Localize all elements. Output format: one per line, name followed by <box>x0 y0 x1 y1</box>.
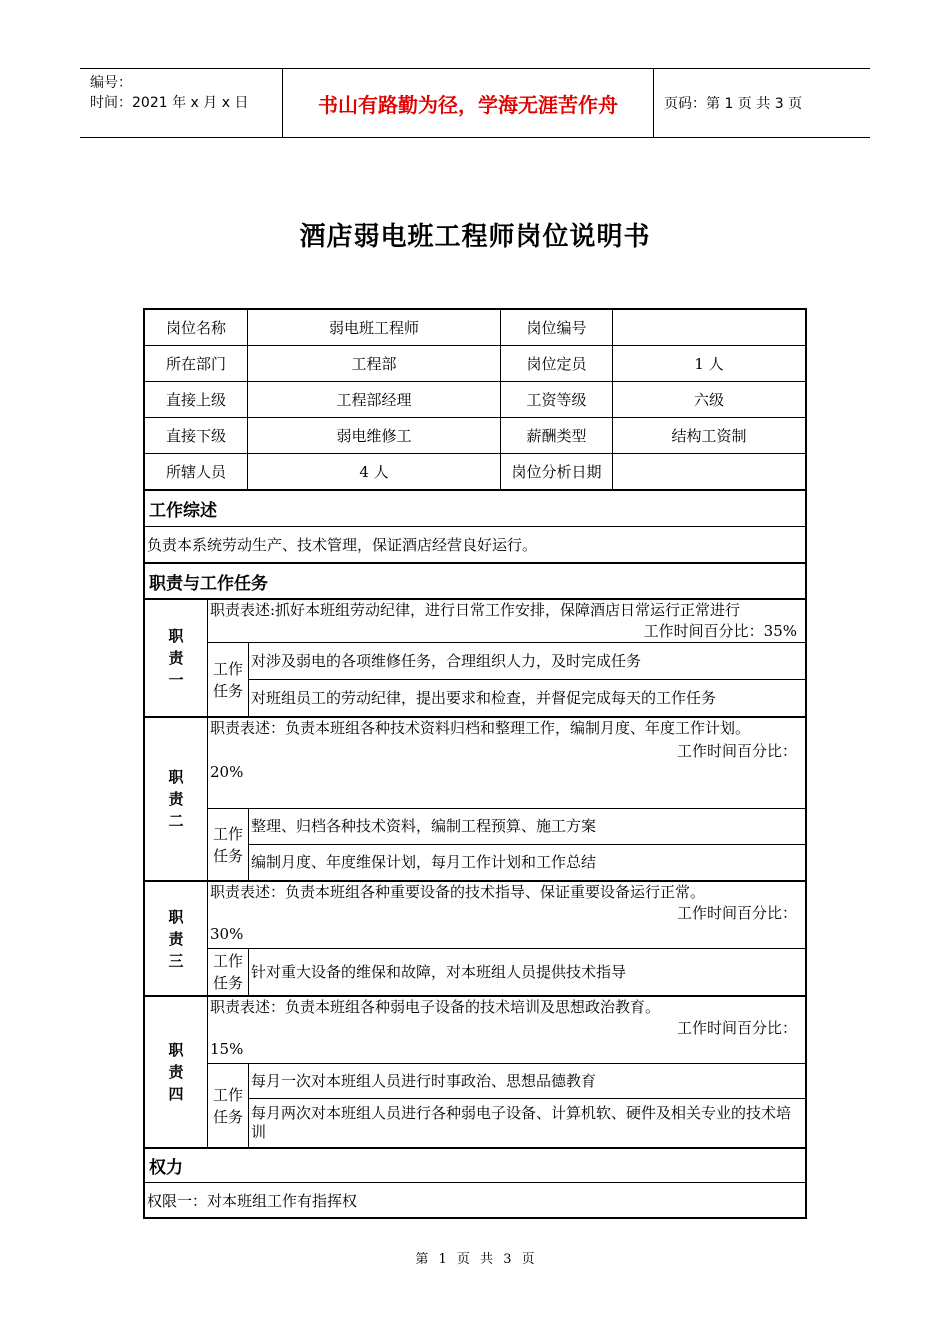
power-text-row <box>145 1183 805 1217</box>
info-cell: 岗位分析日期 <box>500 454 612 489</box>
duty-block <box>145 718 805 882</box>
duty-time-percentage: 工作时间百分比：35% <box>643 622 797 640</box>
duty-body <box>208 718 805 880</box>
info-cell <box>612 454 805 489</box>
task-label: 工作任务 <box>208 809 249 880</box>
task-label: 工作任务 <box>208 643 249 716</box>
task-item: 每月两次对本班组人员进行各种弱电子设备、计算机软、硬件及相关专业的技术培训 <box>249 1098 805 1147</box>
header-meta <box>80 69 282 137</box>
job-description-table <box>143 308 807 1219</box>
duty-time-percentage: 工作时间百分比： <box>676 742 797 760</box>
info-cell: 弱电维修工 <box>247 418 500 453</box>
task-list <box>249 809 805 880</box>
duty-body <box>208 882 805 995</box>
duty-time-percentage-value: 15% <box>210 1040 244 1058</box>
doc-number: 编号： <box>90 75 132 91</box>
info-cell: 所辖人员 <box>165 463 226 481</box>
duty-block <box>145 882 805 997</box>
summary-heading: 工作综述 <box>149 501 217 521</box>
info-cell: 所在部门 <box>165 355 226 373</box>
duty-label: 职 责 四 <box>145 997 208 1147</box>
page-footer: 第 1 页 共 3 页 <box>415 1252 535 1267</box>
doc-time: 时间：2021 年 x 月 x 日 <box>90 95 249 111</box>
duty-time-percentage-value: 30% <box>210 925 244 943</box>
duty-time-percentage-value: 20% <box>210 763 244 781</box>
power-text: 权限一：对本班组工作有指挥权 <box>147 1191 358 1210</box>
info-cell: 六级 <box>612 382 805 417</box>
info-row <box>145 454 805 491</box>
duty-description: 职责表述：负责本班组各种弱电子设备的技术培训及思想政治教育。 工作时间百分比： 15% <box>208 997 805 1064</box>
info-row <box>145 382 805 418</box>
power-heading: 权力 <box>149 1158 183 1178</box>
task-item: 编制月度、年度维保计划，每月工作计划和工作总结 <box>249 844 805 880</box>
duty-description: 职责表述：负责本班组各种技术资料归档和整理工作，编制月度、年度工作计划。 工作时间百分比： 20% <box>208 718 805 809</box>
duty-description: 职责表述：负责本班组各种重要设备的技术指导、保证重要设备运行正常。 工作时间百分比： 30% <box>208 882 805 949</box>
duty-description: 职责表述:抓好本班组劳动纪律，进行日常工作安排，保障酒店日常运行正常进行 工作时间百分比：35% <box>208 600 805 643</box>
duty-label: 职 责 三 <box>145 882 208 995</box>
task-item: 对涉及弱电的各项维修任务，合理组织人力，及时完成任务 <box>251 651 642 670</box>
summary-heading-row <box>145 491 805 527</box>
info-cell: 岗位编号 <box>500 310 612 345</box>
header-page-info: 页码：第 1 页 共 3 页 <box>664 96 803 112</box>
duty-body <box>208 600 805 716</box>
task-group <box>208 949 805 995</box>
info-cell: 直接上级 <box>165 391 226 409</box>
info-cell: 薪酬类型 <box>500 418 612 453</box>
duty-body <box>208 997 805 1147</box>
info-cell: 直接下级 <box>165 427 226 445</box>
task-list <box>249 949 805 995</box>
duty-block <box>145 600 805 718</box>
task-list <box>249 1064 805 1147</box>
duty-block <box>145 997 805 1149</box>
task-label: 工作任务 <box>208 1064 249 1147</box>
duties-heading-row <box>145 564 805 600</box>
task-group <box>208 809 805 880</box>
task-label: 工作任务 <box>208 949 249 995</box>
power-heading-row <box>145 1149 805 1183</box>
info-row <box>145 418 805 454</box>
task-group <box>208 1064 805 1147</box>
task-group <box>208 643 805 716</box>
info-row <box>145 346 805 382</box>
header-motto: 书山有路勤为径，学海无涯苦作舟 <box>282 69 654 137</box>
summary-text: 负责本系统劳动生产、技术管理，保证酒店经营良好运行。 <box>147 536 538 554</box>
summary-text-row <box>145 527 805 564</box>
task-item: 整理、归档各种技术资料，编制工程预算、施工方案 <box>251 817 597 835</box>
duty-time-percentage: 工作时间百分比： <box>676 904 797 922</box>
info-cell: 工程部经理 <box>247 382 500 417</box>
info-cell <box>612 310 805 345</box>
document-title: 酒店弱电班工程师岗位说明书 <box>299 222 651 252</box>
page-header <box>80 68 870 138</box>
info-cell: 4 人 <box>247 454 500 489</box>
info-cell: 弱电班工程师 <box>247 310 500 345</box>
task-item: 针对重大设备的维保和故障，对本班组人员提供技术指导 <box>251 962 627 981</box>
duty-label: 职 责 一 <box>145 600 208 716</box>
info-cell: 岗位名称 <box>165 319 226 337</box>
duty-time-percentage: 工作时间百分比： <box>676 1019 797 1037</box>
task-item: 每月一次对本班组人员进行时事政治、思想品德教育 <box>251 1071 597 1090</box>
info-cell: 工资等级 <box>500 382 612 417</box>
info-row <box>145 310 805 346</box>
duty-label: 职 责 二 <box>145 718 208 880</box>
info-cell: 工程部 <box>247 346 500 381</box>
duties-heading: 职责与工作任务 <box>149 573 268 594</box>
info-cell: 岗位定员 <box>500 346 612 381</box>
info-cell: 1 人 <box>612 346 805 381</box>
task-item: 对班组员工的劳动纪律，提出要求和检查，并督促完成每天的工作任务 <box>249 679 805 716</box>
task-list <box>249 643 805 716</box>
info-cell: 结构工资制 <box>612 418 805 453</box>
